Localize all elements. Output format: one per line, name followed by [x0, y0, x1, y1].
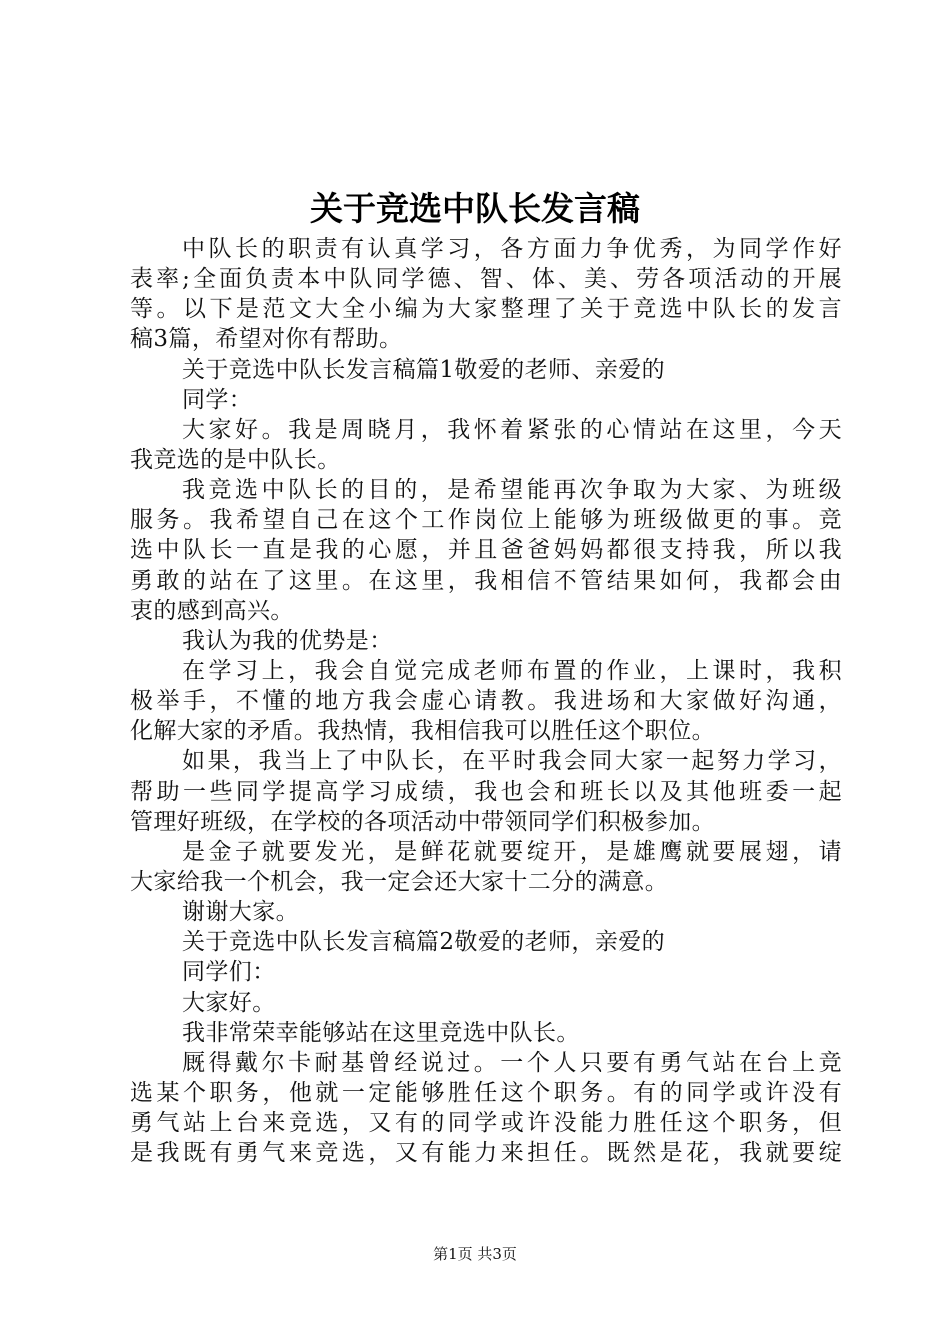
- text-line: 在学习上，我会自觉完成老师布置的作业，上课时，我积: [182, 657, 842, 684]
- text-line: 我竞选的是中队长。: [130, 446, 341, 473]
- text-line: 我非常荣幸能够站在这里竞选中队长。: [182, 1019, 580, 1046]
- page-footer: 第1页 共3页: [433, 1245, 517, 1263]
- text-line: 我竞选中队长的目的，是希望能再次争取为大家、为班级: [182, 477, 842, 504]
- text-line: 稿3篇，希望对你有帮助。: [130, 326, 403, 353]
- text-line: 极举手，不懂的地方我会虚心请教。我进场和大家做好沟通，: [130, 688, 842, 715]
- document-body: [130, 234, 842, 1168]
- text-line: 同学们：: [182, 959, 276, 986]
- text-line: 化解大家的矛盾。我热情，我相信我可以胜任这个职位。: [130, 718, 715, 745]
- text-line: 如果，我当上了中队长，在平时我会同大家一起努力学习，: [182, 748, 842, 775]
- text-line: 厩得戴尔卡耐基曾经说过。一个人只要有勇气站在台上竞: [182, 1049, 842, 1076]
- text-line: 管理好班级，在学校的各项活动中带领同学们积极参加。: [130, 808, 715, 835]
- text-line: 大家好。: [182, 989, 276, 1016]
- text-line: 谢谢大家。: [182, 899, 299, 926]
- document-title: 关于竞选中队长发言稿: [310, 189, 640, 228]
- text-line: 衷的感到高兴。: [130, 597, 294, 624]
- text-line: 我认为我的优势是：: [182, 627, 393, 654]
- text-line: 大家好。我是周晓月，我怀着紧张的心情站在这里，今天: [182, 416, 842, 443]
- text-line: 表率;全面负责本中队同学德、智、体、美、劳各项活动的开展: [130, 266, 842, 293]
- text-line: 是我既有勇气来竞选，又有能力来担任。既然是花，我就要绽: [130, 1140, 842, 1167]
- text-line: 选某个职务，他就一定能够胜任这个职务。有的同学或许没有: [130, 1079, 842, 1106]
- text-line: 同学：: [182, 386, 253, 413]
- text-line: 等。以下是范文大全小编为大家整理了关于竞选中队长的发言: [130, 296, 842, 323]
- text-line: 服务。我希望自己在这个工作岗位上能够为班级做更的事。竞: [130, 507, 842, 534]
- text-line: 帮助一些同学提高学习成绩，我也会和班长以及其他班委一起: [130, 778, 842, 805]
- text-line: 选中队长一直是我的心愿，并且爸爸妈妈都很支持我，所以我: [130, 537, 842, 564]
- text-line: 大家给我一个机会，我一定会还大家十二分的满意。: [130, 868, 669, 895]
- text-line: 勇气站上台来竞选，又有的同学或许没能力胜任这个职务，但: [130, 1110, 842, 1137]
- text-line: 关于竞选中队长发言稿篇1敬爱的老师、亲爱的: [182, 356, 666, 383]
- text-line: 勇敢的站在了这里。在这里，我相信不管结果如何，我都会由: [130, 567, 842, 594]
- text-line: 中队长的职责有认真学习，各方面力争优秀，为同学作好: [182, 236, 842, 262]
- text-line: 关于竞选中队长发言稿篇2敬爱的老师，亲爱的: [182, 929, 666, 956]
- text-line: 是金子就要发光，是鲜花就要绽开，是雄鹰就要展翅，请: [182, 838, 842, 865]
